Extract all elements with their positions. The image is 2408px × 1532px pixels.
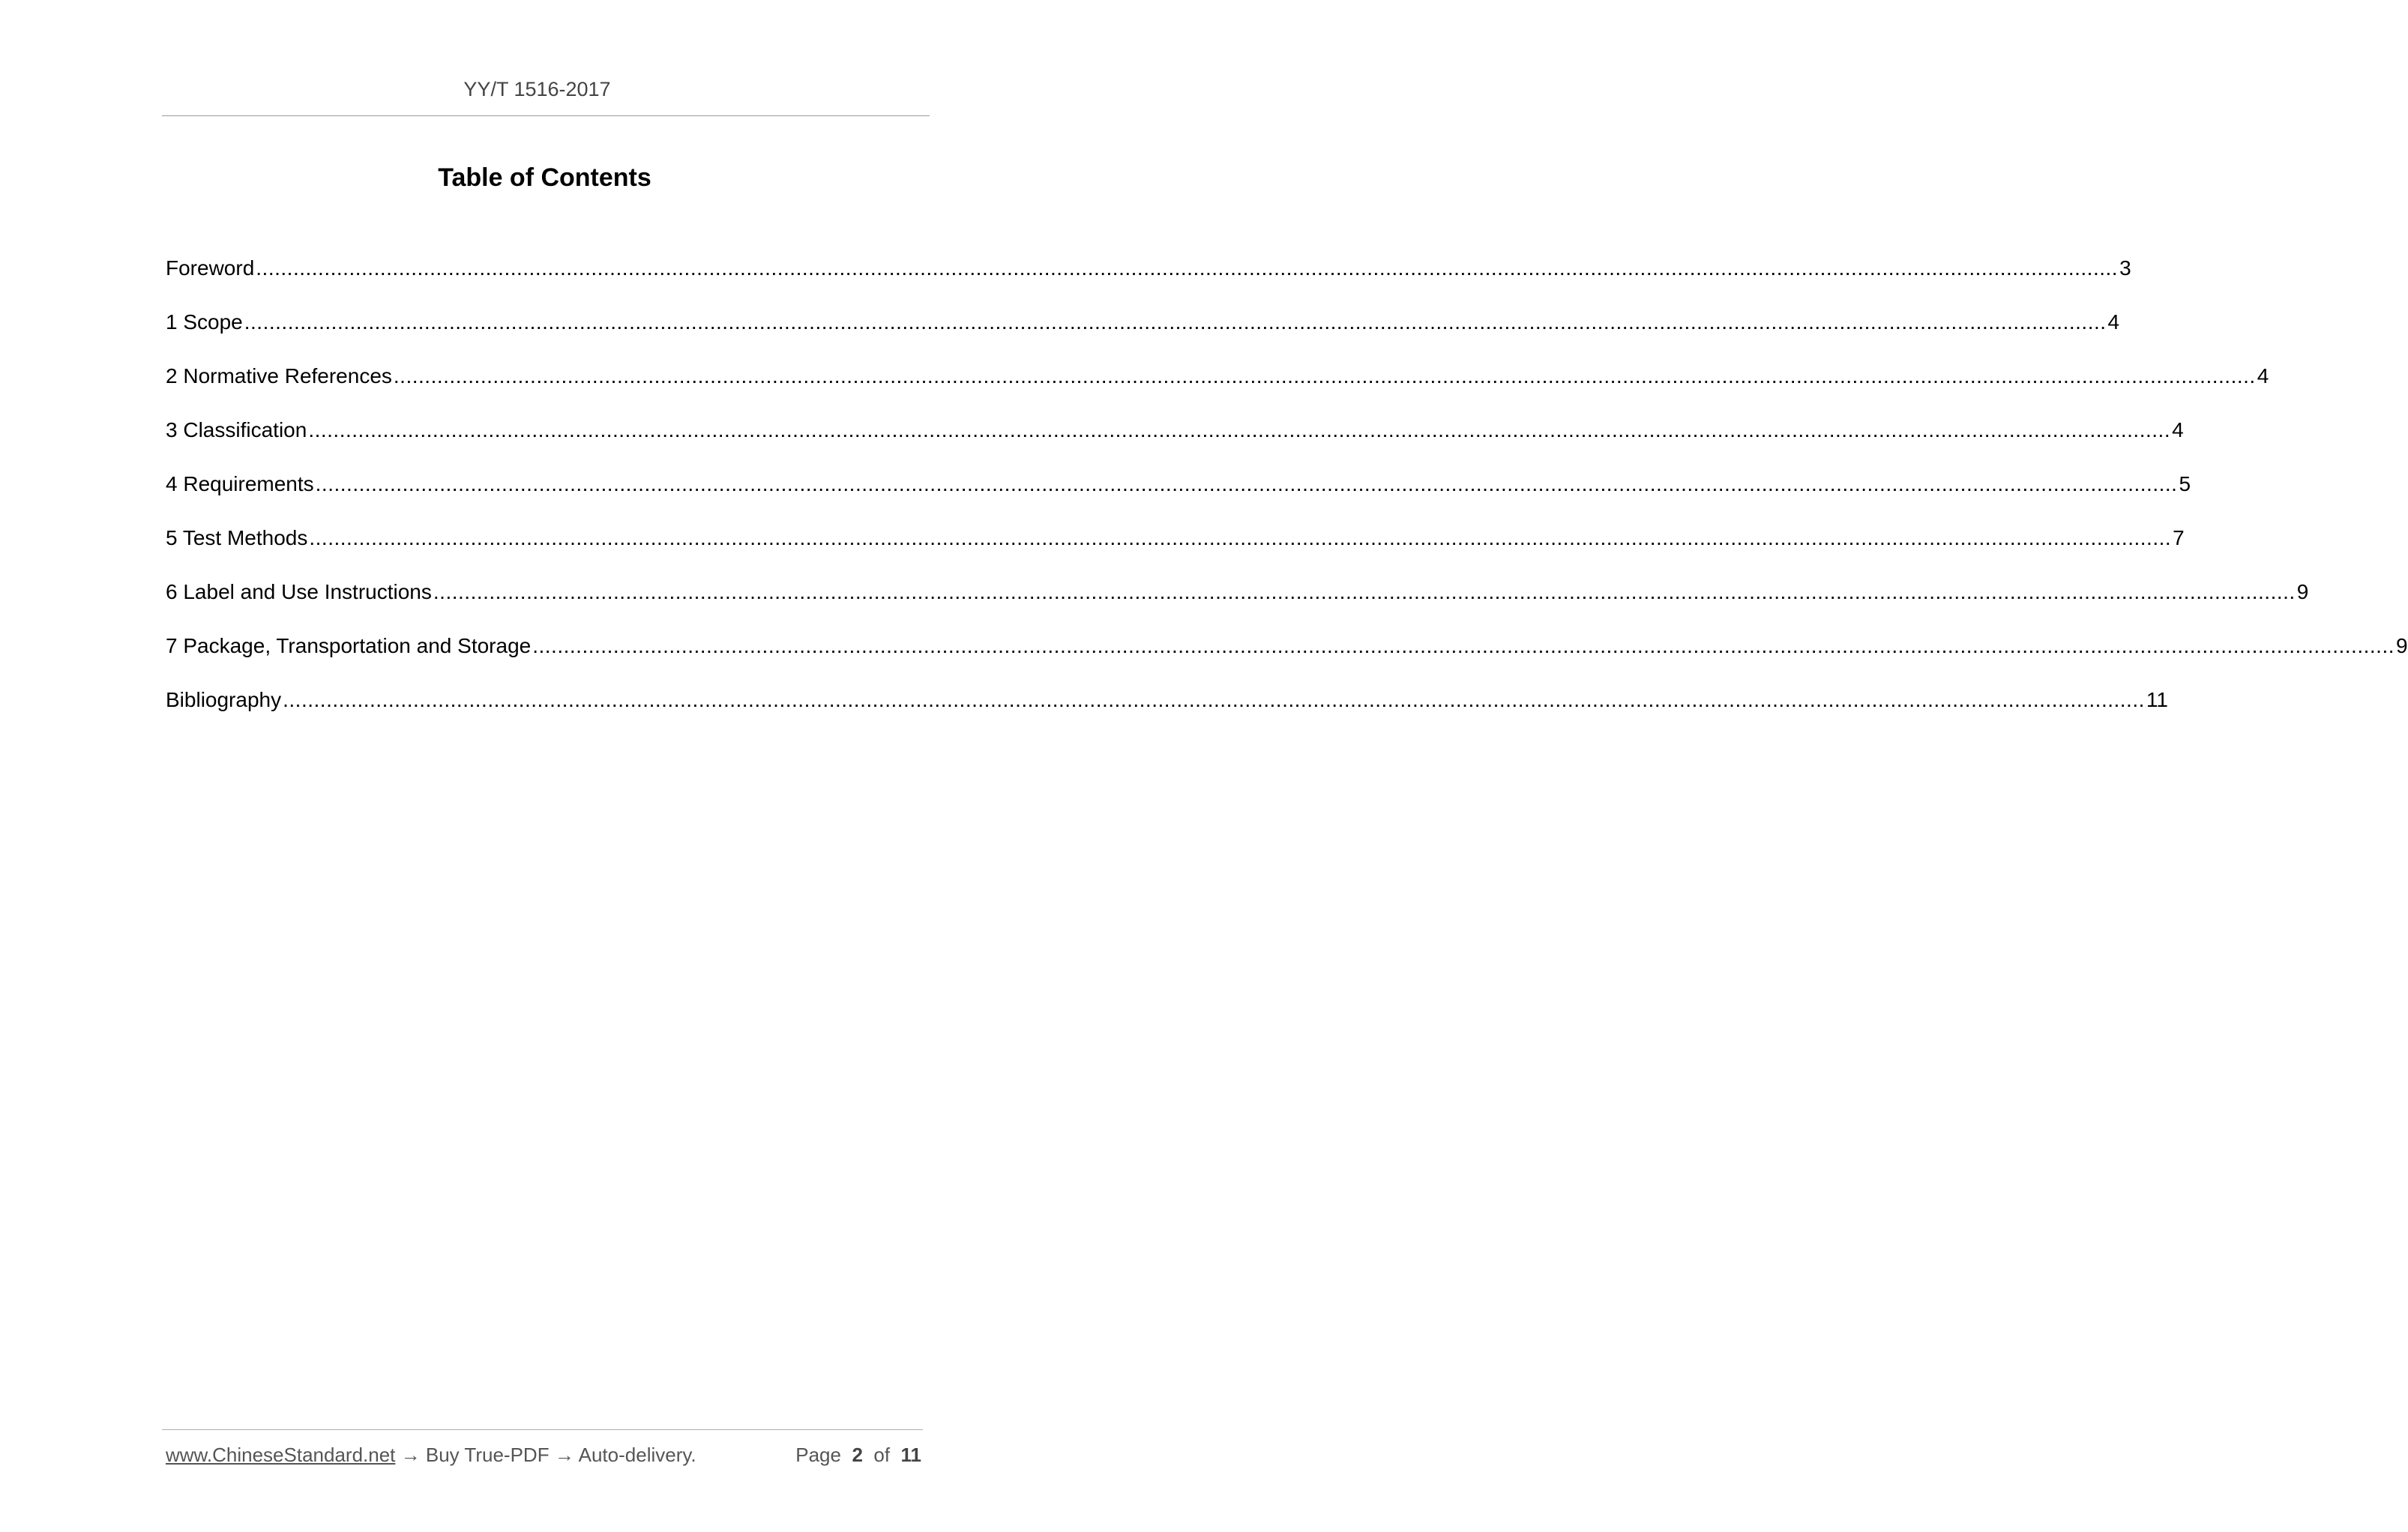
toc-entry-page: 5 [2179, 472, 2191, 495]
toc-entry-classification[interactable] [166, 415, 2184, 469]
footer-promo [166, 1444, 696, 1467]
toc-entry-page: 9 [2396, 634, 2408, 657]
total-pages-number: 11 [900, 1444, 921, 1466]
toc-entry-test-methods[interactable] [166, 523, 2185, 577]
toc-entry-foreword[interactable] [166, 253, 2131, 307]
header-divider [162, 115, 930, 116]
toc-entry-label: 6 Label and Use Instructions [166, 580, 432, 603]
toc-entry-scope[interactable] [166, 307, 2120, 361]
toc-entry-page: 4 [2107, 310, 2120, 334]
buy-text: Buy True-PDF [425, 1444, 550, 1466]
toc-entry-requirements[interactable] [166, 469, 2191, 523]
toc-entry-label: Foreword [166, 256, 255, 280]
toc-entry-label: Bibliography [166, 688, 282, 711]
of-word: of [873, 1444, 891, 1466]
footer-divider [162, 1429, 923, 1430]
dot-leader: ............................................................................................................................................................................................................................................................................................................ [244, 310, 2107, 334]
dot-leader: ............................................................................................................................................................................................................................................................................................................ [532, 634, 2395, 657]
dot-leader: ............................................................................................................................................................................................................................................................................................................ [256, 256, 2119, 280]
dot-leader: ............................................................................................................................................................................................................................................................................................................ [283, 688, 2145, 711]
toc-entry-normative-references[interactable] [166, 361, 2269, 415]
toc-entry-label: 7 Package, Transportation and Storage [166, 634, 532, 657]
toc-entry-label: 1 Scope [166, 310, 243, 334]
table-of-contents [166, 253, 2408, 739]
toc-entry-label: 4 Requirements [166, 472, 314, 495]
toc-entry-page: 7 [2173, 526, 2185, 549]
dot-leader: ............................................................................................................................................................................................................................................................................................................ [308, 418, 2171, 441]
toc-entry-page: 11 [2146, 688, 2168, 711]
toc-entry-bibliography[interactable] [166, 685, 2168, 739]
page-footer [166, 1444, 921, 1467]
dot-leader: ............................................................................................................................................................................................................................................................................................................ [393, 364, 2256, 387]
toc-entry-label: 2 Normative References [166, 364, 392, 387]
site-link[interactable]: www.ChineseStandard.net [166, 1444, 396, 1466]
dot-leader: ............................................................................................................................................................................................................................................................................................................ [315, 472, 2178, 495]
current-page-number: 2 [852, 1444, 863, 1466]
dot-leader: ............................................................................................................................................................................................................................................................................................................ [433, 580, 2296, 603]
document-code: YY/T 1516-2017 [463, 78, 611, 100]
dot-leader: ............................................................................................................................................................................................................................................................................................................ [309, 526, 2172, 549]
toc-entry-page: 3 [2119, 256, 2131, 280]
page-word: Page [795, 1444, 841, 1466]
toc-entry-page: 9 [2296, 580, 2309, 603]
delivery-text: Auto-delivery. [578, 1444, 696, 1466]
toc-entry-page: 4 [2257, 364, 2269, 387]
toc-entry-page: 4 [2172, 418, 2184, 441]
arrow-right-icon: → [400, 1444, 421, 1466]
toc-entry-package-storage[interactable] [166, 631, 2408, 685]
toc-entry-label: 3 Classification [166, 418, 307, 441]
page-indicator [795, 1444, 921, 1467]
toc-entry-label-instructions[interactable] [166, 577, 2309, 631]
page-title: Table of Contents [438, 163, 651, 192]
arrow-right-icon: → [554, 1444, 574, 1466]
toc-entry-label: 5 Test Methods [166, 526, 308, 549]
